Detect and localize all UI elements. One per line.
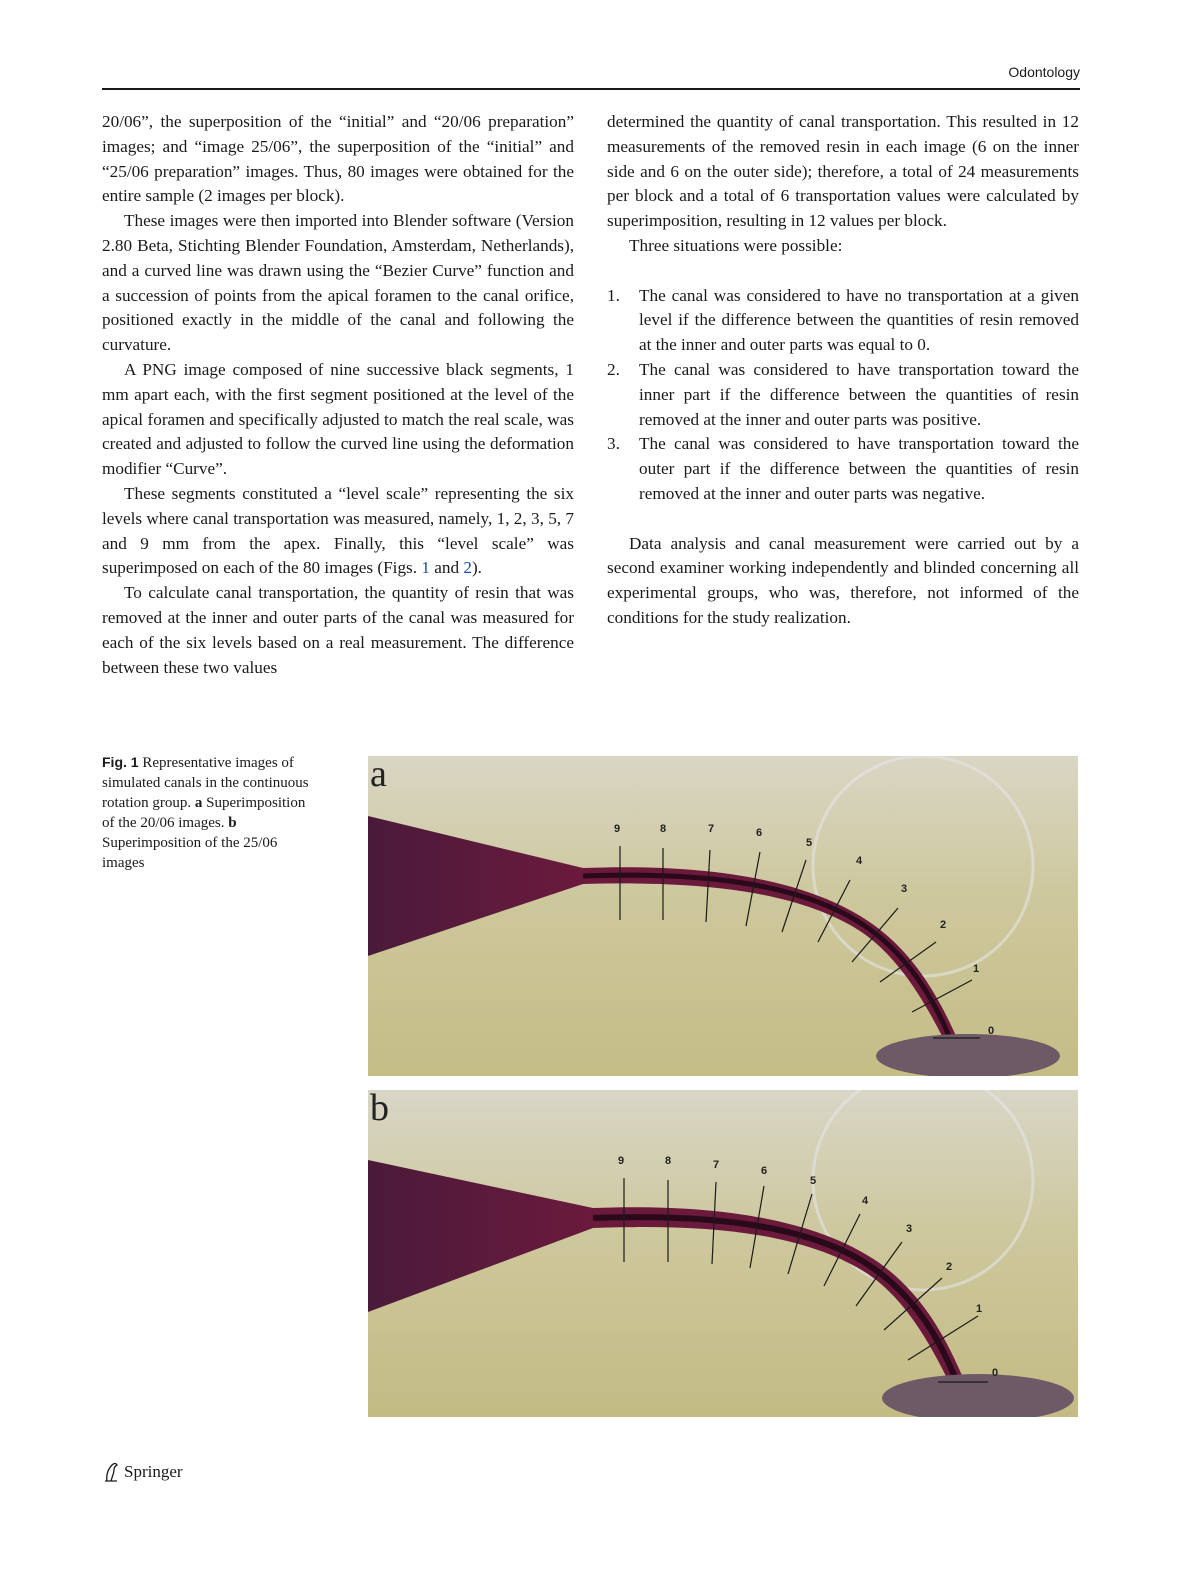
- paragraph: These images were then imported into Blender software (Version 2.80 Beta, Stichting Blender Foundation, Amsterdam, Netherlands), and a curved line was drawn using the “Bezier Curve” function and a succession of points from the apical foramen to the canal orifice, positioned exactly in the middle of the canal and following the curvature.: [102, 211, 574, 355]
- list-text: The canal was considered to have transportation toward the inner part if the difference between the quantities of resin removed at the inner and outer parts was positive.: [639, 359, 1079, 429]
- panel-letter-a: a: [370, 756, 387, 795]
- caption-text: Representative images of simulated canals in the continuous rotation group.: [102, 755, 309, 811]
- paragraph-text: ).: [471, 558, 482, 578]
- footer: [102, 1460, 183, 1484]
- level-label-1: 1: [976, 1303, 983, 1315]
- list-number: 1.: [607, 285, 620, 305]
- level-label-9: 9: [614, 823, 621, 835]
- level-label-8: 8: [665, 1155, 672, 1167]
- level-label-5: 5: [810, 1175, 817, 1187]
- list-number: 3.: [607, 434, 620, 454]
- level-label-3: 3: [906, 1223, 913, 1235]
- figure-2-link[interactable]: 2: [463, 558, 472, 578]
- list-item: [607, 358, 1079, 432]
- springer-horse-icon: [102, 1461, 120, 1483]
- level-label-6: 6: [761, 1165, 768, 1177]
- right-column: [607, 110, 1079, 631]
- level-label-2: 2: [940, 919, 947, 931]
- figure-1-link[interactable]: 1: [421, 558, 430, 578]
- paragraph-text: and: [429, 558, 464, 578]
- list-text: The canal was considered to have no transportation at a given level if the difference between the quantities of resin removed at the inner and outer parts was equal to 0.: [639, 285, 1079, 355]
- paragraph: Data analysis and canal measurement were carried out by a second examiner working independently and blinded concerning all experimental groups, who was, therefore, not informed of the conditions for the study realization.: [607, 533, 1079, 627]
- canal-image-a: [368, 756, 1078, 1076]
- level-label-9: 9: [618, 1155, 625, 1167]
- paragraph: To calculate canal transportation, the quantity of resin that was removed at the inner and outer parts of the canal was measured for each of the six levels based on a real measurement. The difference between these two values: [102, 583, 574, 677]
- caption-panel-a: a: [194, 795, 203, 811]
- paragraph: 20/06”, the superposition of the “initial” and “20/06 preparation” images; and “image 25/06”, the superposition of the “initial” and “25/06 preparation” images. Thus, 80 images were obtained for the entire sample (2 images per block).: [102, 112, 574, 206]
- paragraph-text: These segments constituted a “level scale” representing the six levels where canal transportation was measured, namely, 1, 2, 3, 5, 7 and 9 mm from the apex. Finally, this “level scale” was superimposed on each of the 80 images (Figs.: [102, 483, 574, 578]
- situations-list: [607, 284, 1079, 507]
- caption-text: Superimposition of the 25/06 images: [102, 835, 278, 871]
- level-label-8: 8: [660, 823, 667, 835]
- level-label-1: 1: [973, 963, 980, 975]
- caption-panel-b: b: [228, 815, 237, 831]
- paragraph: Three situations were possible:: [629, 235, 843, 255]
- list-text: The canal was considered to have transportation toward the outer part if the difference between the quantities of resin removed at the inner and outer parts was negative.: [639, 434, 1079, 503]
- figure-panel-b: [368, 1090, 1078, 1417]
- level-label-0: 0: [992, 1367, 999, 1379]
- list-item: [607, 432, 1079, 506]
- paragraph: determined the quantity of canal transportation. This resulted in 12 measurements of the removed resin in each image (6 on the inner side and 6 on the outer side); therefore, a total of 24 measurements per block and a total of 6 transportation values were calculated by superimposition, resulting in 12 values per block.: [607, 112, 1079, 231]
- figure-panel-a: [368, 756, 1078, 1076]
- level-label-3: 3: [901, 883, 908, 895]
- panel-letter-b: b: [370, 1090, 389, 1129]
- figure-label: Fig. 1: [102, 754, 139, 770]
- paragraph: [102, 482, 574, 581]
- level-label-2: 2: [946, 1261, 953, 1273]
- figure-caption: [102, 752, 320, 873]
- level-label-7: 7: [713, 1159, 720, 1171]
- list-number: 2.: [607, 359, 620, 379]
- base-a: [876, 1034, 1060, 1076]
- level-label-0: 0: [988, 1025, 995, 1037]
- running-head: [102, 62, 1080, 90]
- level-label-7: 7: [708, 823, 715, 835]
- list-item: [607, 284, 1079, 358]
- level-label-4: 4: [856, 855, 863, 867]
- paragraph: A PNG image composed of nine successive black segments, 1 mm apart each, with the first segment positioned at the level of the apical foramen and specifically adjusted to match the real scale, was created and adjusted to follow the curved line using the deformation modifier “Curve”.: [102, 359, 574, 479]
- left-column: [102, 110, 574, 680]
- canal-image-b: [368, 1090, 1078, 1417]
- publisher-name: Springer: [124, 1462, 183, 1481]
- caption-text: Superimposition of the 20/06 images.: [102, 795, 306, 831]
- level-label-4: 4: [862, 1195, 869, 1207]
- level-label-5: 5: [806, 837, 813, 849]
- level-label-6: 6: [756, 827, 763, 839]
- journal-name: Odontology: [1008, 64, 1080, 80]
